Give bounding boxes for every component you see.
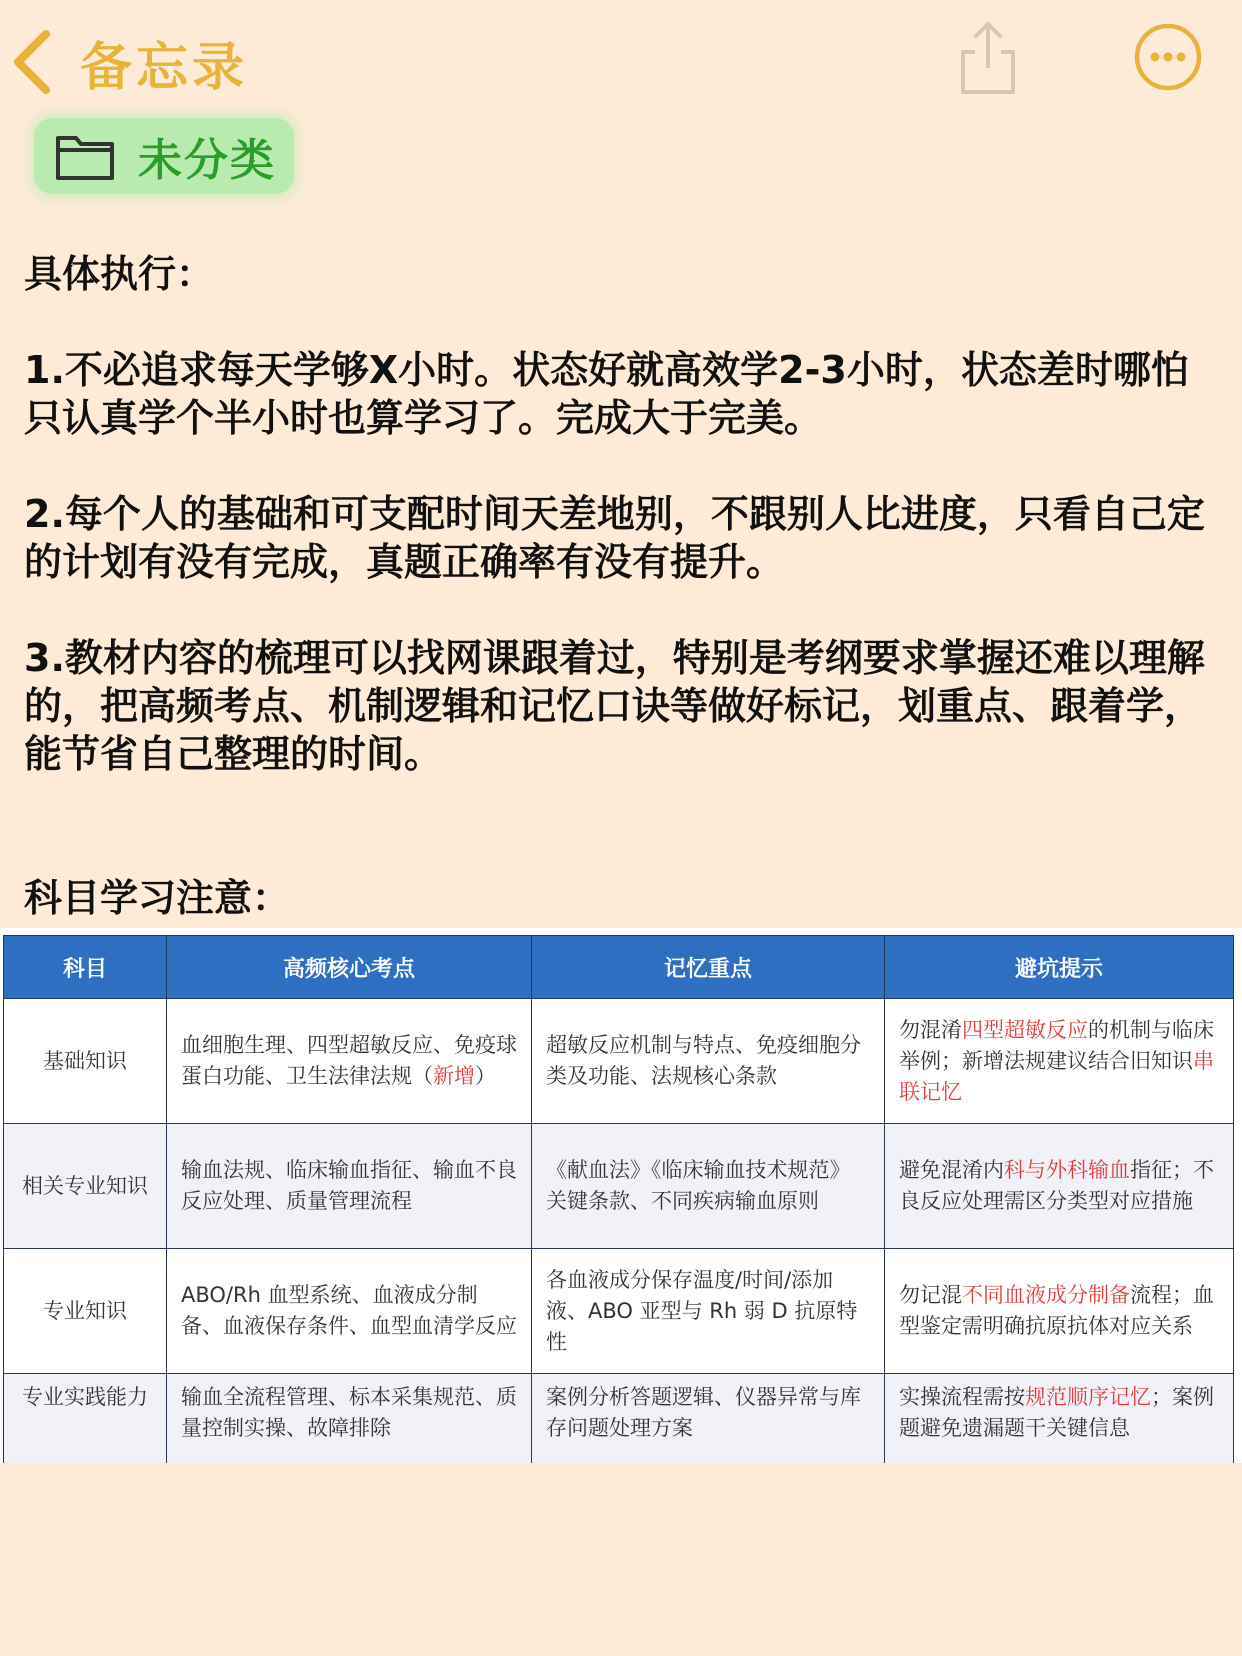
folder-icon <box>54 130 116 182</box>
memory-points-cell: 各血液成分保存温度/时间/添加液、ABO 亚型与 Rh 弱 D 抗原特性 <box>532 1249 885 1374</box>
subject-cell: 相关专业知识 <box>4 1124 167 1249</box>
empty-note-area[interactable] <box>0 1463 1242 1656</box>
top-navigation-bar <box>0 0 1242 120</box>
table-row <box>4 1124 1234 1249</box>
memory-points-cell: 案例分析答题逻辑、仪器异常与库存问题处理方案 <box>532 1374 885 1464</box>
header-memory-points: 记忆重点 <box>532 936 885 999</box>
folder-label: 未分类 <box>138 135 276 186</box>
core-points-cell: 血细胞生理、四型超敏反应、免疫球蛋白功能、卫生法律法规（新增） <box>167 999 532 1124</box>
header-pitfall-tips: 避坑提示 <box>885 936 1234 999</box>
subject-table-image <box>0 928 1242 1463</box>
share-button[interactable] <box>955 18 1021 98</box>
table-row <box>4 1374 1234 1464</box>
more-icon <box>1133 22 1203 92</box>
core-points-cell: ABO/Rh 血型系统、血液成分制备、血液保存条件、血型血清学反应 <box>167 1249 532 1374</box>
more-options-button[interactable] <box>1133 22 1203 92</box>
pitfall-tips-cell: 勿记混不同血液成分制备流程；血型鉴定需明确抗原抗体对应关系 <box>885 1249 1234 1374</box>
pitfall-tips-cell: 实操流程需按规范顺序记忆；案例题避免遗漏题干关键信息 <box>885 1374 1234 1464</box>
core-points-cell: 输血全流程管理、标本采集规范、质量控制实操、故障排除 <box>167 1374 532 1464</box>
table-row <box>4 999 1234 1124</box>
header-subject: 科目 <box>4 936 167 999</box>
memory-points-cell: 《献血法》《临床输血技术规范》关键条款、不同疾病输血原则 <box>532 1124 885 1249</box>
subject-cell: 专业知识 <box>4 1249 167 1374</box>
note-item-2: 2.每个人的基础和可支配时间天差地别，不跟别人比进度，只看自己定的计划有没有完成，真题正确率有没有提升。 <box>24 492 1205 584</box>
table-row <box>4 1249 1234 1374</box>
chevron-left-icon <box>12 30 52 94</box>
subject-table <box>3 935 1234 1463</box>
table-header-row <box>4 936 1234 999</box>
pitfall-tips-cell: 勿混淆四型超敏反应的机制与临床举例；新增法规建议结合旧知识串联记忆 <box>885 999 1234 1124</box>
pitfall-tips-cell: 避免混淆内科与外科输血指征；不良反应处理需区分类型对应措施 <box>885 1124 1234 1249</box>
note-item-1: 1.不必追求每天学够X小时。状态好就高效学2-3小时，状态差时哪怕只认真学个半小时也算学习了。完成大于完美。 <box>24 348 1189 440</box>
note-body[interactable] <box>24 250 1224 922</box>
memory-points-cell: 超敏反应机制与特点、免疫细胞分类及功能、法规核心条款 <box>532 999 885 1124</box>
note-heading-execution: 具体执行： <box>24 252 215 296</box>
header-core-points: 高频核心考点 <box>167 936 532 999</box>
back-label: 备忘录 <box>80 37 249 98</box>
subject-cell: 基础知识 <box>4 999 167 1124</box>
back-button[interactable] <box>12 22 248 102</box>
note-item-3: 3.教材内容的梳理可以找网课跟着过，特别是考纲要求掌握还难以理解的，把高频考点、机制逻辑和记忆口诀等做好标记，划重点、跟着学，能节省自己整理的时间。 <box>24 636 1205 776</box>
subject-cell: 专业实践能力 <box>4 1374 167 1464</box>
note-heading-subjects: 科目学习注意： <box>24 876 291 920</box>
core-points-cell: 输血法规、临床输血指征、输血不良反应处理、质量管理流程 <box>167 1124 532 1249</box>
folder-tag[interactable] <box>34 118 294 194</box>
share-icon <box>955 18 1021 98</box>
